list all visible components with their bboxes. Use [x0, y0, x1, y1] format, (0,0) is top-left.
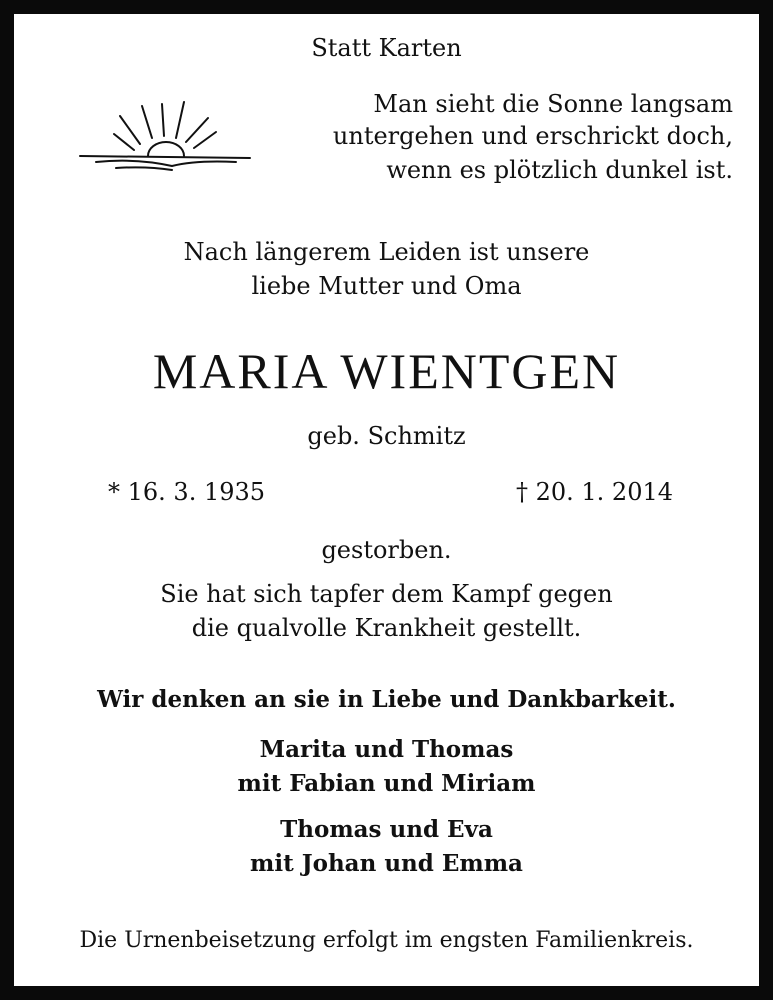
family-group-1-line-1: Marita und Thomas — [259, 736, 514, 763]
poem-line-3: wenn es plötzlich dunkel ist. — [386, 156, 733, 184]
header-statt-karten: Statt Karten — [311, 34, 462, 62]
tribute-line-1: Sie hat sich tapfer dem Kampf gegen — [160, 580, 613, 608]
intro-line-2: liebe Mutter und Oma — [251, 272, 522, 300]
intro-line-1: Nach längerem Leiden ist unsere — [183, 238, 590, 266]
sunset-icon — [76, 96, 254, 176]
poem-line-1: Man sieht die Sonne langsam — [373, 90, 733, 118]
family-group-1-line-2: mit Fabian und Miriam — [237, 770, 536, 797]
family-group-2-line-1: Thomas und Eva — [280, 816, 493, 843]
footer-burial-note: Die Urnenbeisetzung erfolgt im engsten Familienkreis. — [79, 928, 694, 953]
death-date: † 20. 1. 2014 — [515, 478, 673, 506]
poem-line-2: untergehen und erschrickt doch, — [332, 122, 733, 150]
tribute-line-2: die qualvolle Krankheit gestellt. — [191, 614, 582, 642]
died-text: gestorben. — [321, 536, 452, 564]
maiden-name: geb. Schmitz — [307, 422, 466, 450]
birth-date: * 16. 3. 1935 — [108, 478, 266, 506]
deceased-name: MARIA WIENTGEN — [152, 343, 621, 399]
family-group-2-line-2: mit Johan und Emma — [250, 850, 523, 877]
remembrance-line: Wir denken an sie in Liebe und Dankbarkeit. — [97, 686, 676, 713]
